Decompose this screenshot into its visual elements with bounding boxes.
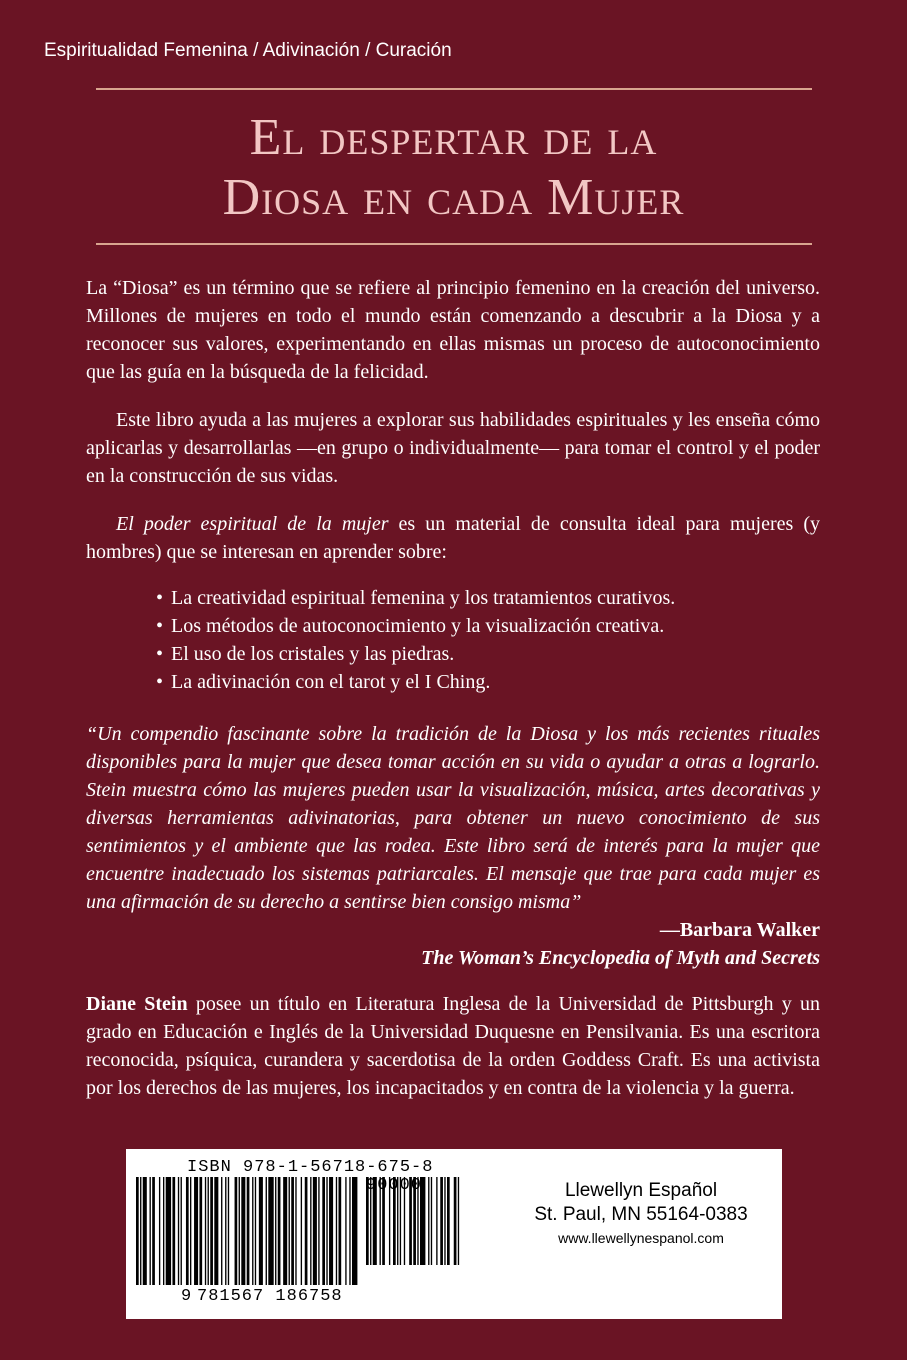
list-item-text: Los métodos de autoconocimiento y la visualización creativa. [171, 615, 665, 637]
barcode-bar [454, 1177, 457, 1265]
publisher-city: St. Paul, MN 55164-0383 [534, 1204, 748, 1225]
barcode-bar [235, 1177, 238, 1285]
list-item [156, 612, 820, 640]
barcode-bar [150, 1177, 151, 1285]
barcode-bar [301, 1177, 302, 1285]
barcode-bar [310, 1177, 311, 1285]
barcode-bar [152, 1177, 155, 1285]
book-title [0, 108, 907, 228]
barcode-bar [239, 1177, 240, 1285]
barcode-bar [228, 1177, 229, 1285]
barcode-bar [181, 1177, 182, 1285]
author-bio [86, 990, 820, 1102]
list-item [156, 584, 820, 612]
barcode-bar [143, 1177, 147, 1285]
barcode-bar [313, 1177, 317, 1285]
bullet-icon: • [156, 671, 164, 693]
bullet-icon: • [156, 615, 164, 637]
list-item [156, 668, 820, 696]
bullet-icon: • [156, 587, 164, 609]
barcode-bar [247, 1177, 250, 1285]
barcode-bar [210, 1177, 213, 1285]
publisher-name: Llewellyn Español [564, 1180, 718, 1201]
barcode-bar [136, 1177, 139, 1285]
barcode-bar [289, 1177, 290, 1285]
barcode-bar [166, 1177, 171, 1285]
barcode-bar [428, 1177, 429, 1265]
barcode-bar [255, 1177, 256, 1285]
barcode-bar [436, 1177, 437, 1265]
barcode-bar [221, 1177, 222, 1285]
barcode-bar [345, 1177, 346, 1285]
topic-list [156, 584, 820, 696]
barcode-lead-digit: 9 [181, 1287, 192, 1306]
barcode-bar [194, 1177, 198, 1285]
barcode-bar [163, 1177, 164, 1285]
isbn-label: ISBN 978-1-56718-675-8 [187, 1158, 434, 1177]
barcode-bar [329, 1177, 333, 1285]
barcode-bar [241, 1177, 245, 1285]
list-item-text: El uso de los cristales y las piedras. [171, 643, 455, 665]
barcode-bar [225, 1177, 226, 1285]
category-label: Espiritualidad Femenina / Adivinación / Curación [44, 40, 452, 61]
author-name: Diane Stein [86, 993, 188, 1015]
title-line-1: El despertar de la [249, 109, 658, 166]
book-title-italic: El poder espiritual de la mujer [116, 513, 389, 535]
barcode-bar [305, 1177, 308, 1285]
barcode-bar [268, 1177, 273, 1285]
title-line-2: Diosa en cada Mujer [222, 169, 685, 226]
barcode-bar [339, 1177, 342, 1285]
list-item-text: La creatividad espiritual femenina y los tratamientos curativos. [171, 587, 676, 609]
barcode-bar [318, 1177, 319, 1285]
second-paragraph: Este libro ayuda a las mujeres a explorar sus habilidades espirituales y les enseña cómo aplicarlas y desarrollarlas —en grupo o individualmente— para tomar el control y el poder en la construcción de sus vidas. [86, 409, 820, 487]
barcode-bar [440, 1177, 443, 1265]
back-cover-text [86, 274, 820, 1102]
barcode-bar [205, 1177, 206, 1285]
barcode-bar [326, 1177, 327, 1285]
third-paragraph [86, 510, 820, 566]
barcode-bar [283, 1177, 287, 1285]
barcode-bar [349, 1177, 350, 1285]
barcode-bar [186, 1177, 189, 1285]
publisher-url: www.llewellynespanol.com [558, 1230, 724, 1246]
intro-paragraph: La “Diosa” es un término que se refiere al principio femenino en la creación del universo. Millones de mujeres en todo el mundo están comenzando a descubrir a la Diosa y a reconocer sus valores, experimentando en ellas mismas un proceso de autoconocimiento que las guía en la búsqueda de la felicidad. [86, 277, 820, 383]
barcode-bar [444, 1177, 445, 1265]
barcode-bar [322, 1177, 325, 1285]
barcode-bar [252, 1177, 253, 1285]
barcode-bar [291, 1177, 294, 1285]
title-top-rule [96, 88, 812, 90]
barcode-bar [295, 1177, 296, 1285]
barcode-bar [190, 1177, 191, 1285]
barcode-bar [259, 1177, 263, 1285]
barcode-bar [352, 1177, 357, 1285]
barcode-bar [214, 1177, 218, 1285]
list-item-text: La adivinación con el tarot y el I Ching. [171, 671, 491, 693]
barcode-bar [275, 1177, 276, 1285]
title-bottom-rule [96, 243, 812, 245]
review-quote: “Un compendio fascinante sobre la tradición de la Diosa y los más recientes rituales disponibles para la mujer que desea tomar acción en su vida o ayudar a otras a lograrlo. Stein muestra cómo las mujeres pueden usar la visualización, música, artes decorativas y diversas herramientas adivinatorias, para obtener un nuevo conocimiento de sus sentimientos y el ambiente que las rodea. Este libro será de interés para la mujer que encuentre inadecuado los sistemas patriarcales. El mensaje que trae para cada mujer es una afirmación de su derecho a sentirse bien consigo misma” [86, 723, 820, 913]
barcode-bar [458, 1177, 459, 1265]
author-bio-text: posee un título en Literatura Inglesa de la Universidad de Pittsburgh y un grado en Educación e Inglés de la Universidad Duquesne en Pensilvania. Es una escritora reconocida, psíquica, curandera y sacerdotisa de la orden Goddess Craft. Es una activista por los derechos de las mujeres, los incapacitados y en contra de la violencia y la guerra. [86, 993, 820, 1099]
third-paragraph-rest: es un material de consulta ideal para mujeres (y hombres) que se interesan en aprender sobre: [86, 513, 820, 563]
barcode-bar [336, 1177, 337, 1285]
barcode-bar [172, 1177, 175, 1285]
barcode-bar [278, 1177, 281, 1285]
barcode-panel [126, 1149, 782, 1319]
price-code: 90000 [366, 1176, 423, 1195]
barcode-bar [159, 1177, 160, 1285]
barcode-bar [266, 1177, 267, 1285]
barcode-bar [431, 1177, 432, 1265]
list-item [156, 640, 820, 668]
barcode-digits: 781567 186758 [197, 1287, 343, 1306]
barcode-bar [140, 1177, 141, 1285]
barcode-bar [178, 1177, 179, 1285]
barcode-bar [208, 1177, 209, 1285]
barcode-bar [447, 1177, 450, 1265]
quote-source-book: The Woman’s Encyclopedia of Myth and Secrets [421, 947, 820, 969]
publisher-info [506, 1179, 776, 1249]
barcode-bar [199, 1177, 202, 1285]
bullet-icon: • [156, 643, 164, 665]
quote-author: —Barbara Walker [659, 919, 820, 941]
